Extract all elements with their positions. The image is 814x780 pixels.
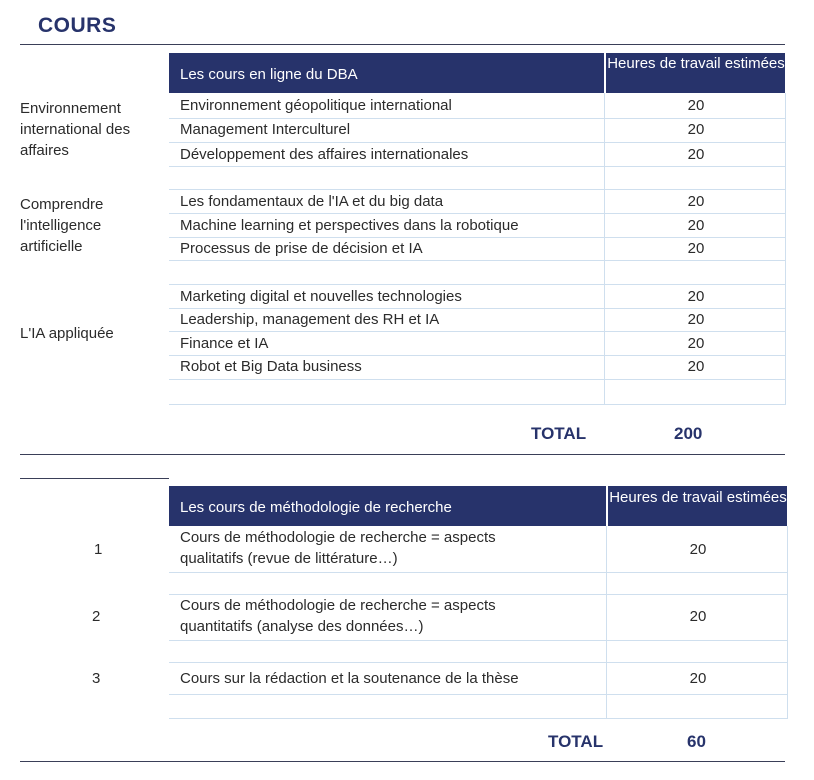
table1-row-line xyxy=(169,237,786,238)
page-title: COURS xyxy=(38,14,117,37)
table1-row-line xyxy=(169,331,786,332)
course-name: Développement des affaires internationales xyxy=(180,146,469,163)
table1-row-line xyxy=(169,260,786,261)
course-name-cont: quantitatifs (analyse des données…) xyxy=(180,618,424,635)
table1-row-line xyxy=(169,284,786,285)
course-name-cont: qualitatifs (revue de littérature…) xyxy=(180,550,398,567)
table1-row-line xyxy=(169,213,786,214)
group-label: L'IA appliquée xyxy=(20,325,114,342)
group-label: Environnement international des affaires xyxy=(20,100,131,159)
course-name: Leadership, management des RH et IA xyxy=(180,311,440,328)
course-hours: 20 xyxy=(689,541,707,558)
course-name: Robot et Big Data business xyxy=(180,358,362,375)
course-hours: 20 xyxy=(687,146,705,163)
section-rule xyxy=(20,454,785,455)
row-number: 1 xyxy=(94,541,103,558)
table2-row-line xyxy=(169,662,788,663)
table2-column-divider xyxy=(606,526,607,718)
table2-row-line xyxy=(169,594,788,595)
course-hours: 20 xyxy=(687,121,705,138)
course-hours: 20 xyxy=(687,288,705,305)
course-name: Marketing digital et nouvelles technologies xyxy=(180,288,462,305)
course-hours: 20 xyxy=(687,335,705,352)
total-value: 200 xyxy=(674,424,703,443)
table1-row-line xyxy=(169,189,786,190)
table2-header-hours: Heures de travail estimées xyxy=(609,489,787,506)
group-label: Comprendre l'intelligence artificielle xyxy=(20,196,104,255)
total-label: TOTAL xyxy=(548,732,604,751)
course-hours: 20 xyxy=(687,311,705,328)
table2-header-course: Les cours de méthodologie de recherche xyxy=(180,499,452,516)
course-hours: 20 xyxy=(687,358,705,375)
course-name: Cours sur la rédaction et la soutenance de la thèse xyxy=(180,670,519,687)
course-name: Management Interculturel xyxy=(180,121,351,138)
course-name: Machine learning et perspectives dans la robotique xyxy=(180,217,519,234)
total-label: TOTAL xyxy=(531,424,587,443)
table1-row-line xyxy=(169,166,786,167)
course-name: Environnement géopolitique international xyxy=(180,97,452,114)
heading-rule xyxy=(20,44,785,45)
row-number: 3 xyxy=(92,670,101,687)
table1-row-line xyxy=(169,142,786,143)
course-name: Les fondamentaux de l'IA et du big data xyxy=(180,193,444,210)
table1-row-line xyxy=(169,379,786,380)
course-hours: 20 xyxy=(689,608,707,625)
course-hours: 20 xyxy=(687,240,705,257)
table1-column-divider xyxy=(604,93,605,404)
course-hours: 20 xyxy=(689,670,707,687)
total-value: 60 xyxy=(687,732,706,751)
row-number: 2 xyxy=(92,608,101,625)
table2-row-line xyxy=(169,718,788,719)
table1-header-course: Les cours en ligne du DBA xyxy=(180,66,358,83)
table1-header-hours: Heures de travail estimées xyxy=(607,55,785,72)
course-name: Cours de méthodologie de recherche = aspects xyxy=(180,597,496,614)
table2-row-line xyxy=(169,640,788,641)
bottom-rule xyxy=(20,761,785,762)
table1-row-line xyxy=(169,118,786,119)
course-name: Processus de prise de décision et IA xyxy=(180,240,423,257)
table1-row-line xyxy=(169,308,786,309)
course-name: Cours de méthodologie de recherche = aspects xyxy=(180,529,496,546)
course-hours: 20 xyxy=(687,97,705,114)
course-hours: 20 xyxy=(687,217,705,234)
table1-row-line xyxy=(169,404,786,405)
course-name: Finance et IA xyxy=(180,335,269,352)
table2-left-rule xyxy=(20,478,169,479)
table1-row-line xyxy=(169,355,786,356)
table2-row-line xyxy=(169,572,788,573)
table2-row-line xyxy=(169,694,788,695)
table2-header-divider xyxy=(606,486,608,526)
table1-header-divider xyxy=(604,53,606,93)
course-hours: 20 xyxy=(687,193,705,210)
